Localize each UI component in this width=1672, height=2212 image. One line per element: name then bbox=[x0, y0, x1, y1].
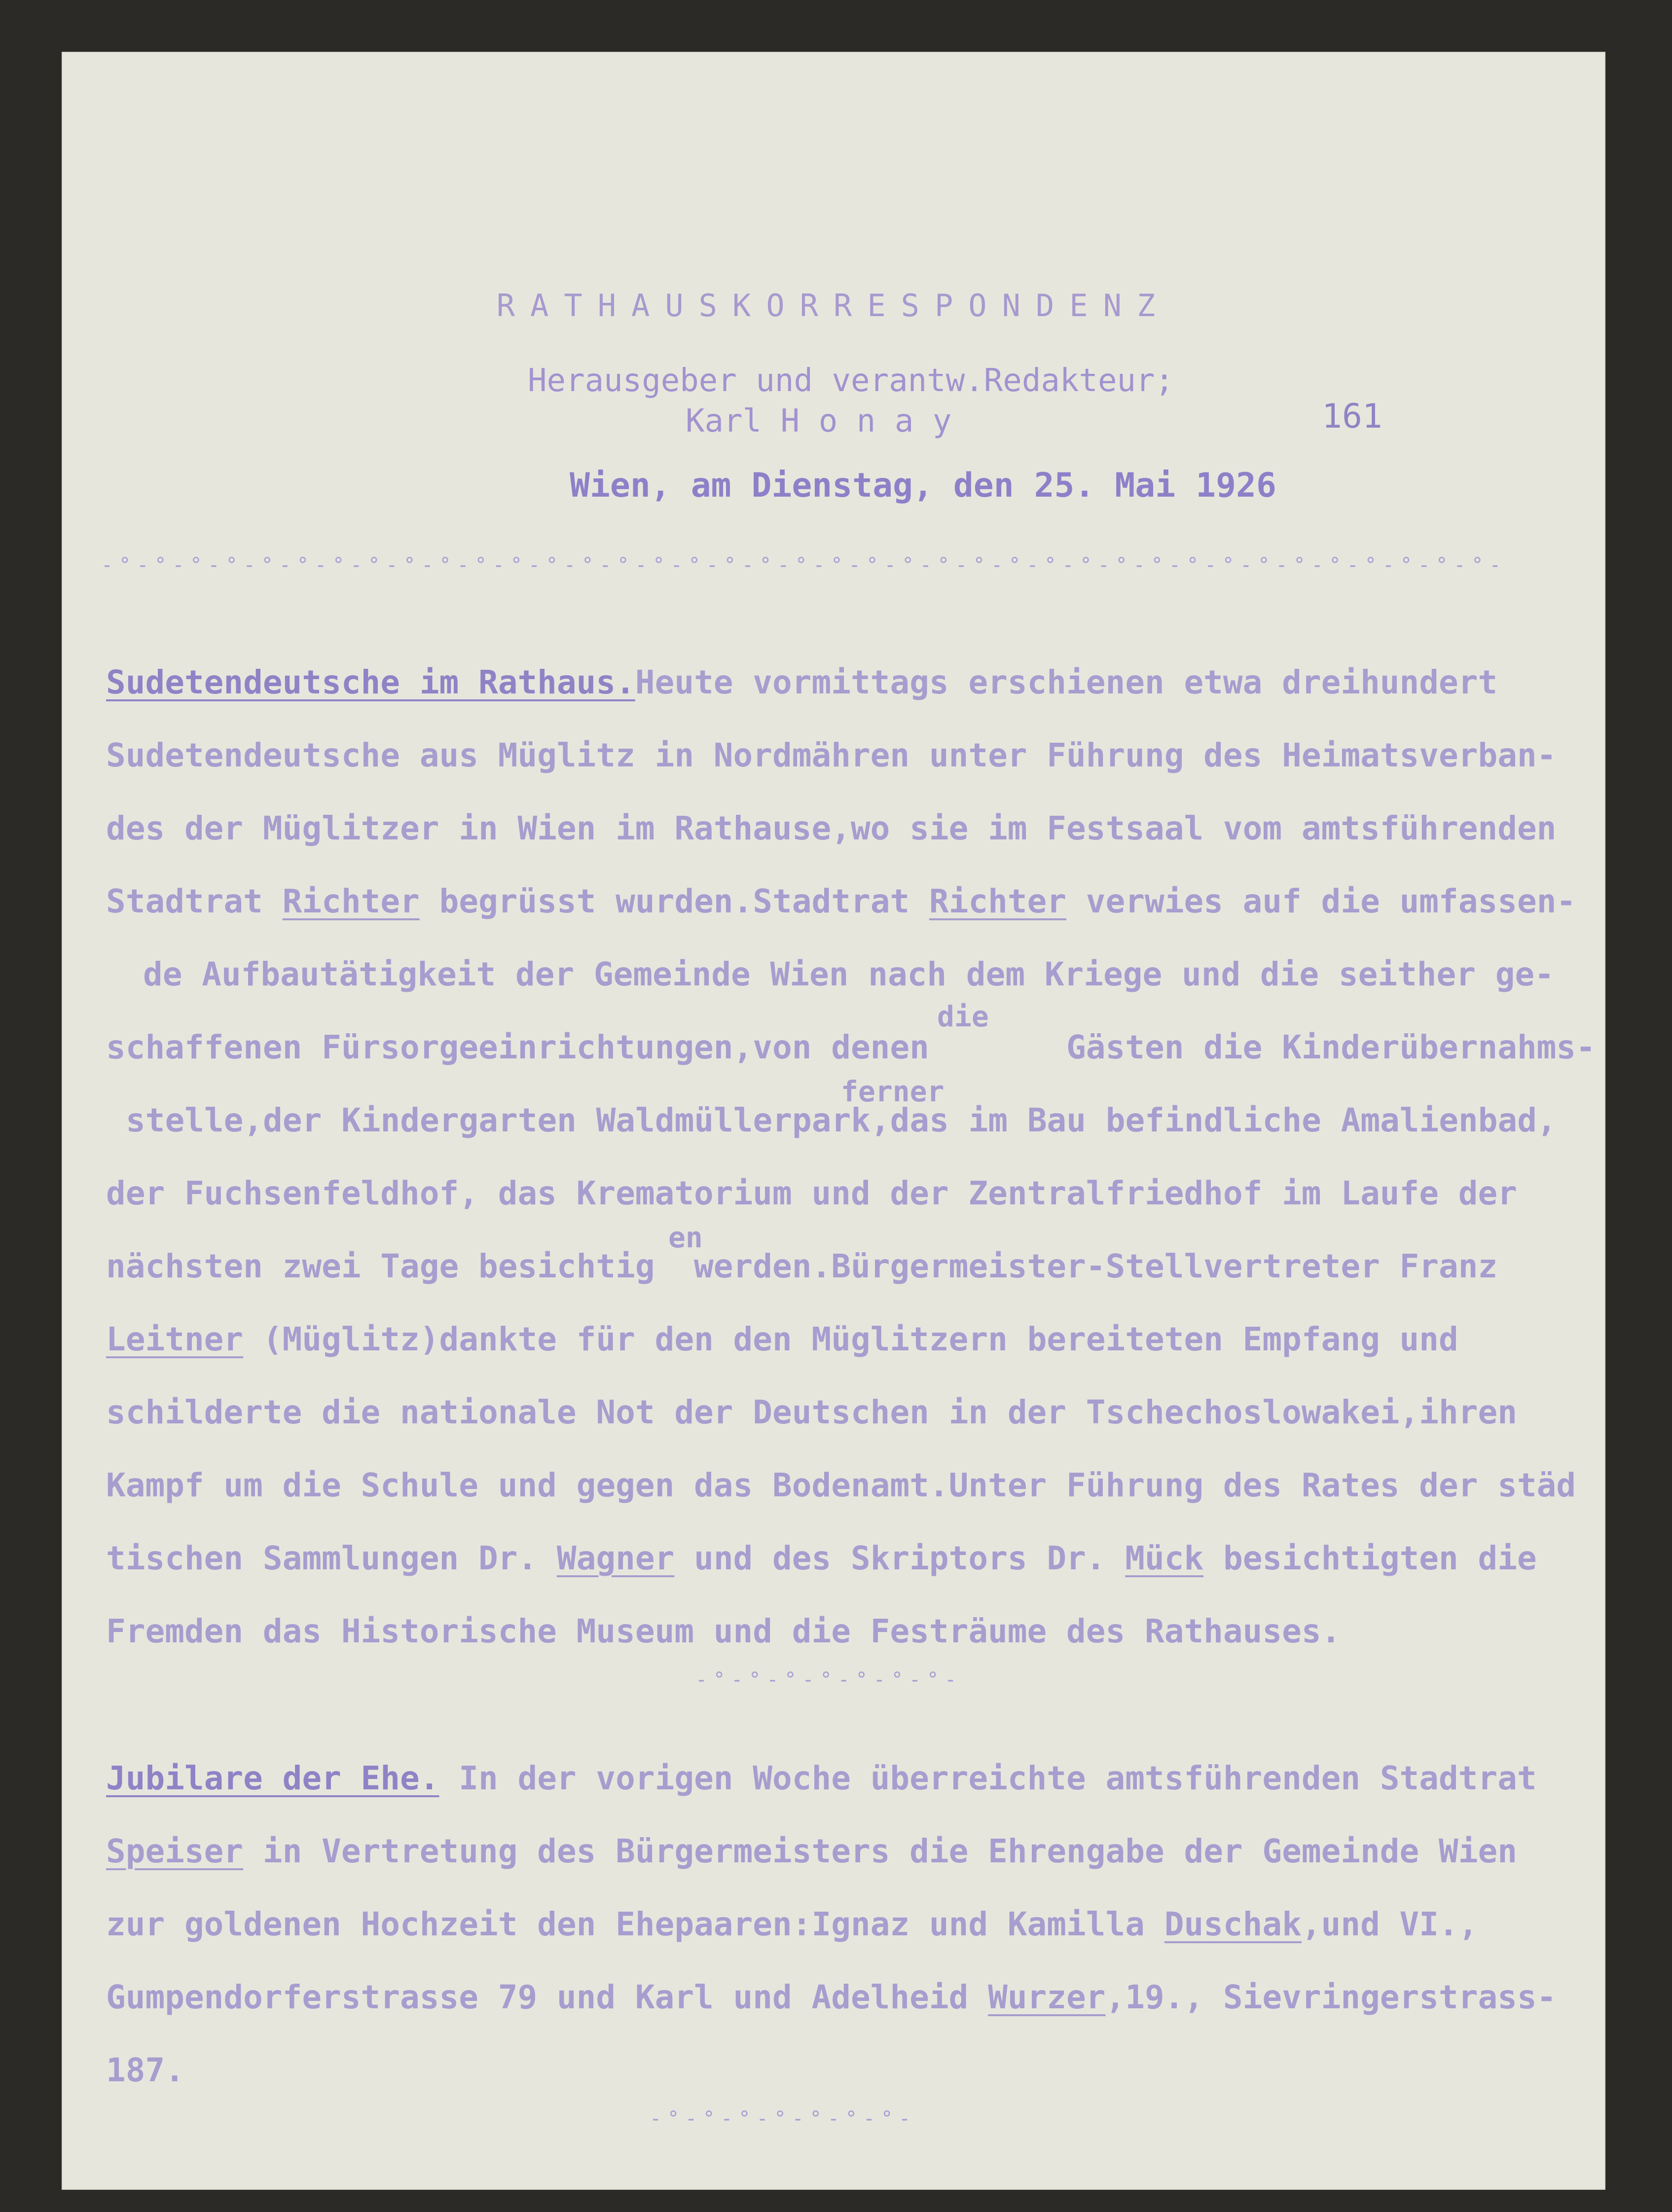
person-name-wurzer: Wurzer bbox=[988, 1978, 1106, 2016]
article2-text: ,19., Sievringerstrass- bbox=[1105, 1978, 1557, 2016]
article1-text: besichtigten die bbox=[1203, 1539, 1537, 1577]
interlinear-insertion: die bbox=[937, 1000, 989, 1033]
article2-text: Gumpendorferstrasse 79 und Karl und Adelheid bbox=[106, 1978, 988, 2016]
person-name-muck: Mück bbox=[1125, 1539, 1204, 1577]
separator-line: -°-°-°-°-°-°-°- bbox=[650, 2107, 917, 2130]
article2-headline: Jubilare der Ehe. bbox=[106, 1759, 439, 1797]
article2-line bbox=[106, 1832, 1517, 1870]
article2-line: 187. bbox=[106, 2051, 184, 2089]
article1-line: nächsten zwei Tage besichtig werden.Bürgermeister-Stellvertreter Franz bbox=[106, 1247, 1498, 1285]
person-name-richter: Richter bbox=[282, 882, 420, 920]
article1-line bbox=[106, 882, 1576, 920]
article1-text: (Müglitz)dankte für den den Müglitzern bereiteten Empfang und bbox=[243, 1320, 1458, 1358]
document-page bbox=[62, 52, 1605, 2190]
article1-line: Sudetendeutsche aus Müglitz in Nordmähren unter Führung des Heimatsverban- bbox=[106, 736, 1557, 774]
article1-text: Stadtrat bbox=[106, 882, 283, 920]
editor-name: Karl H o n a y bbox=[686, 403, 952, 439]
interlinear-insertion: ferner bbox=[841, 1075, 945, 1108]
article1-headline: Sudetendeutsche im Rathaus. bbox=[106, 663, 635, 701]
interlinear-insertion: en bbox=[668, 1221, 703, 1254]
article1-line: schilderte die nationale Not der Deutschen in der Tschechoslowakei,ihren bbox=[106, 1393, 1517, 1431]
dateline: Wien, am Dienstag, den 25. Mai 1926 bbox=[570, 466, 1276, 505]
issue-number: 161 bbox=[1322, 397, 1382, 436]
article1-line: der Fuchsenfeldhof, das Krematorium und der Zentralfriedhof im Laufe der bbox=[106, 1174, 1517, 1212]
article1-line: Kampf um die Schule und gegen das Bodenamt.Unter Führung des Rates der städ bbox=[106, 1466, 1576, 1504]
person-name-duschak: Duschak bbox=[1164, 1905, 1302, 1943]
article1-line bbox=[106, 1320, 1458, 1358]
masthead-title: RATHAUSKORRESPONDENZ bbox=[496, 288, 1171, 324]
article1-line: des der Müglitzer in Wien im Rathause,wo sie im Festsaal vom amtsführenden bbox=[106, 809, 1557, 847]
article1-line bbox=[106, 663, 1497, 701]
article1-text: Heute vormittags erschienen etwa dreihundert bbox=[635, 663, 1498, 701]
article2-text: ,und VI., bbox=[1301, 1905, 1478, 1943]
person-name-leitner: Leitner bbox=[106, 1320, 244, 1358]
article2-line bbox=[106, 1905, 1478, 1943]
person-name-speiser: Speiser bbox=[106, 1832, 244, 1870]
article1-line bbox=[106, 1539, 1537, 1577]
person-name-wagner: Wagner bbox=[556, 1539, 675, 1577]
publisher-label: Herausgeber und verantw.Redakteur; bbox=[528, 363, 1174, 399]
article2-text: in Vertretung des Bürgermeisters die Ehrengabe der Gemeinde Wien bbox=[243, 1832, 1517, 1870]
article1-line: de Aufbautätigkeit der Gemeinde Wien nach dem Kriege und die seither ge- bbox=[143, 955, 1554, 993]
article2-text: In der vorigen Woche überreichte amtsführenden Stadtrat bbox=[439, 1759, 1537, 1797]
article1-text: begrüsst wurden.Stadtrat bbox=[419, 882, 929, 920]
person-name-richter: Richter bbox=[929, 882, 1067, 920]
article1-line: Fremden das Historische Museum und die Festräume des Rathauses. bbox=[106, 1612, 1341, 1650]
separator-line: -°-°-°-°-°-°-°-°-°-°-°-°-°-°-°-°-°-°-°-°-°-°-°-°-°-°-°-°-°-°-°-°-°-°-°-°-°-°-°- bbox=[101, 554, 1507, 577]
article2-line bbox=[106, 1978, 1556, 2016]
article1-text: verwies auf die umfassen- bbox=[1066, 882, 1576, 920]
article2-line bbox=[106, 1759, 1537, 1797]
article1-line: schaffenen Fürsorgeeinrichtungen,von denen Gästen die Kinderübernahms- bbox=[106, 1028, 1596, 1066]
article1-text: tischen Sammlungen Dr. bbox=[106, 1539, 557, 1577]
separator-line: -°-°-°-°-°-°-°- bbox=[695, 1668, 963, 1691]
article1-text: und des Skriptors Dr. bbox=[674, 1539, 1126, 1577]
article1-line: stelle,der Kindergarten Waldmüllerpark,das im Bau befindliche Amalienbad, bbox=[126, 1101, 1557, 1139]
article2-text: zur goldenen Hochzeit den Ehepaaren:Ignaz und Kamilla bbox=[106, 1905, 1164, 1943]
